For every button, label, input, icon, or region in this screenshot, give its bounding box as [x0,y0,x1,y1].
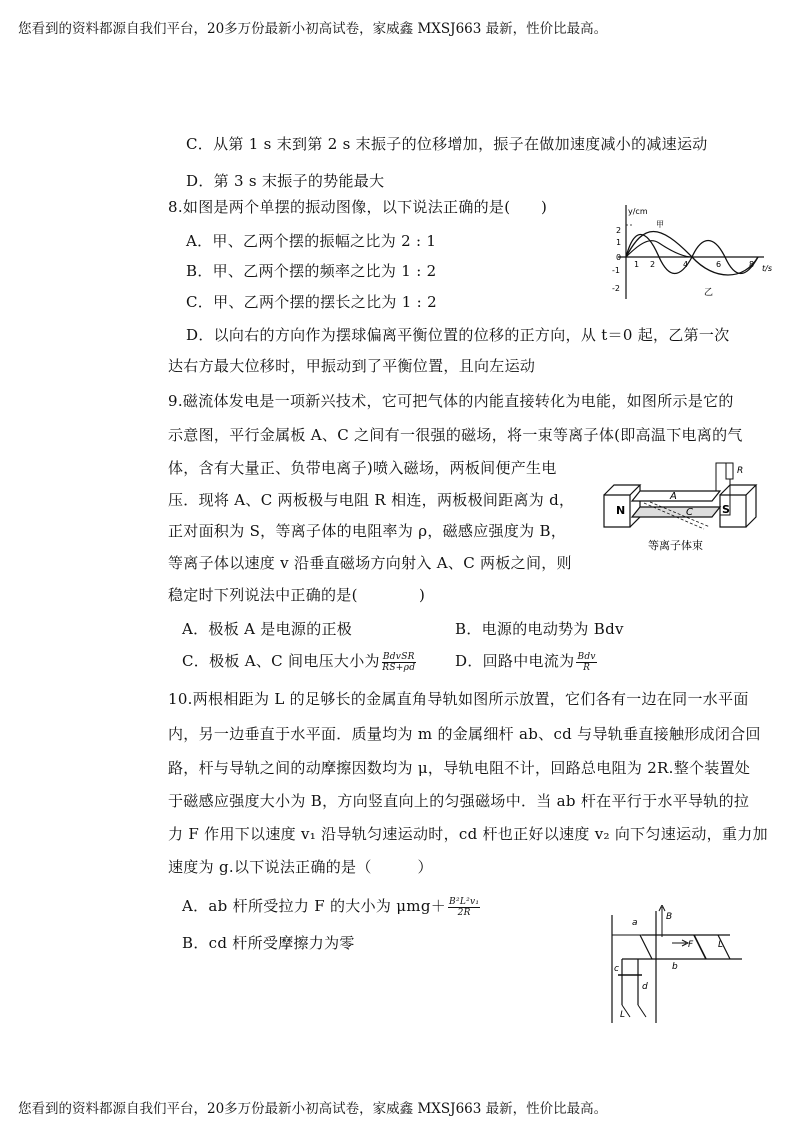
q10-line1: 10.两根相距为 L 的足够长的金属直角导轨如图所示放置，它们各有一边在同一水平面 [168,690,749,708]
bottom-banner: 您看到的资料都源自我们平台，20多万份最新小初高试卷，家威鑫 MXSJ663 最新，性价比最高。 [18,1101,608,1117]
label-r: R [737,466,744,476]
x-tick-6: 6 [716,260,722,269]
q9-line5: 正对面积为 S，等离子体的电阻率为 ρ，磁感应强度为 B， [168,522,567,540]
y-tick-2: 2 [616,226,622,235]
q10-option-a: A．ab 杆所受拉力 F 的大小为 μmg＋ $\frac{\text{B²L²v₁}}{2R}$ [182,896,480,918]
label-s: S [722,503,730,516]
q8-option-c: C．甲、乙两个摆的摆长之比为 1 : 2 [186,293,437,311]
q8-option-a: A．甲、乙两个摆的振幅之比为 2 : 1 [186,232,437,250]
label-b: b [672,962,678,972]
q8-option-d-line1: D．以向右的方向作为摆球偏离平衡位置的位移的正方向，从 t＝0 起，乙第一次 [186,326,730,344]
label-n: N [616,504,626,517]
q10-line5: 力 F 作用下以速度 v₁ 沿导轨匀速运动时，cd 杆也正好以速度 v₂ 向下匀速运动，重力加 [168,825,768,843]
q8-option-d-line2: 达右方最大位移时，甲振动到了平衡位置，且向左运动 [168,357,536,375]
q7-option-c: C．从第 1 s 末到第 2 s 末振子的位移增加，振子在做加速度减小的减速运动 [186,135,708,153]
q9-line4: 压．现将 A、C 两板极与电阻 R 相连，两板极间距离为 d， [168,491,575,509]
resistor-r [726,463,733,479]
mhd-generator-figure [600,455,775,555]
q10-option-a-fraction: $\frac{\text{B²L²v₁}}{2R}$ [449,896,480,918]
x-tick-1: 1 [634,260,640,269]
q9-line1: 9.磁流体发电是一项新兴技术，它可把气体的内能直接转化为电能，如图所示是它的 [168,392,734,410]
label-l-bottom: L [620,1010,626,1020]
q10-line2: 内，另一边垂直于水平面．质量均为 m 的金属细杆 ab、cd 与导轨垂直接触形成闭合回 [168,725,761,743]
q9-line7: 稳定时下列说法中正确的是( ) [168,586,426,604]
label-a: A [670,491,677,502]
q9-option-d: D．回路中电流为 $\frac{\text{Bdv}}{R}$ [455,651,596,673]
rails-figure [602,905,752,1030]
label-c: c [614,964,619,974]
q10-option-b: B．cd 杆所受摩擦力为零 [182,934,355,952]
q9-line6: 等离子体以速度 v 沿垂直磁场方向射入 A、C 两板之间，则 [168,554,572,572]
q9-option-c-fraction: $\frac{\text{BdvSR}}{RS+\rho d}$ [382,651,416,673]
q10-line6: 速度为 g.以下说法正确的是（ ） [168,858,433,876]
curve-yi-long [626,232,758,276]
x-tick-4: 4 [683,260,689,269]
label-d: d [642,982,648,992]
q9-option-b: B．电源的电动势为 Bdv [455,620,624,638]
q8-stem: 8.如图是两个单摆的振动图像，以下说法正确的是( ) [168,198,548,216]
label-c: C [686,507,693,518]
y-tick-neg2: -2 [612,284,620,293]
q9-option-d-fraction: $\frac{\text{Bdv}}{R}$ [577,651,596,673]
label-l-top: L [718,940,724,950]
label-yi: 乙 [704,288,714,298]
pendulum-vibration-graph [604,203,774,303]
q7-option-d: D．第 3 s 末振子的势能最大 [186,172,385,190]
y-tick-1: 1 [616,238,622,247]
label-jia: 甲 [656,220,664,229]
q9-line2: 示意图，平行金属板 A、C 之间有一很强的磁场，将一束等离子体(即高温下电离的气 [168,426,743,444]
q9-option-c: C．极板 A、C 间电压大小为 $\frac{\text{BdvSR}}{RS+\rho d}$ [182,651,416,673]
rod-ab [694,935,706,959]
q8-option-b: B．甲、乙两个摆的频率之比为 1 : 2 [186,262,437,280]
curve-jia [626,235,758,274]
q9-option-a: A．极板 A 是电源的正极 [182,620,353,638]
x-tick-2: 2 [650,260,656,269]
label-b-field: B [666,912,673,922]
q10-line3: 路，杆与导轨之间的动摩擦因数均为 μ，导轨电阻不计，回路总电阻为 2R.整个装置处 [168,759,751,777]
plasma-beam-caption: 等离子体束 [648,539,703,552]
label-f: F [688,940,694,950]
q10-line4: 于磁感应强度大小为 B，方向竖直向上的匀强磁场中．当 ab 杆在平行于水平导轨的拉 [168,792,750,810]
top-banner: 您看到的资料都源自我们平台，20多万份最新小初高试卷，家威鑫 MXSJ663 最新，性价比最高。 [18,21,608,37]
label-a: a [632,918,638,928]
plate-c [632,507,720,517]
x-axis-label: t/s [762,264,772,273]
q9-line3: 体，含有大量正、负带电离子)喷入磁场，两板间便产生电 [168,459,557,477]
y-tick-0: 0 [616,253,622,262]
y-tick-neg1: -1 [612,266,620,275]
x-tick-8: 8 [749,260,755,269]
curve-yi [626,241,692,257]
y-axis-label: y/cm [628,207,648,216]
